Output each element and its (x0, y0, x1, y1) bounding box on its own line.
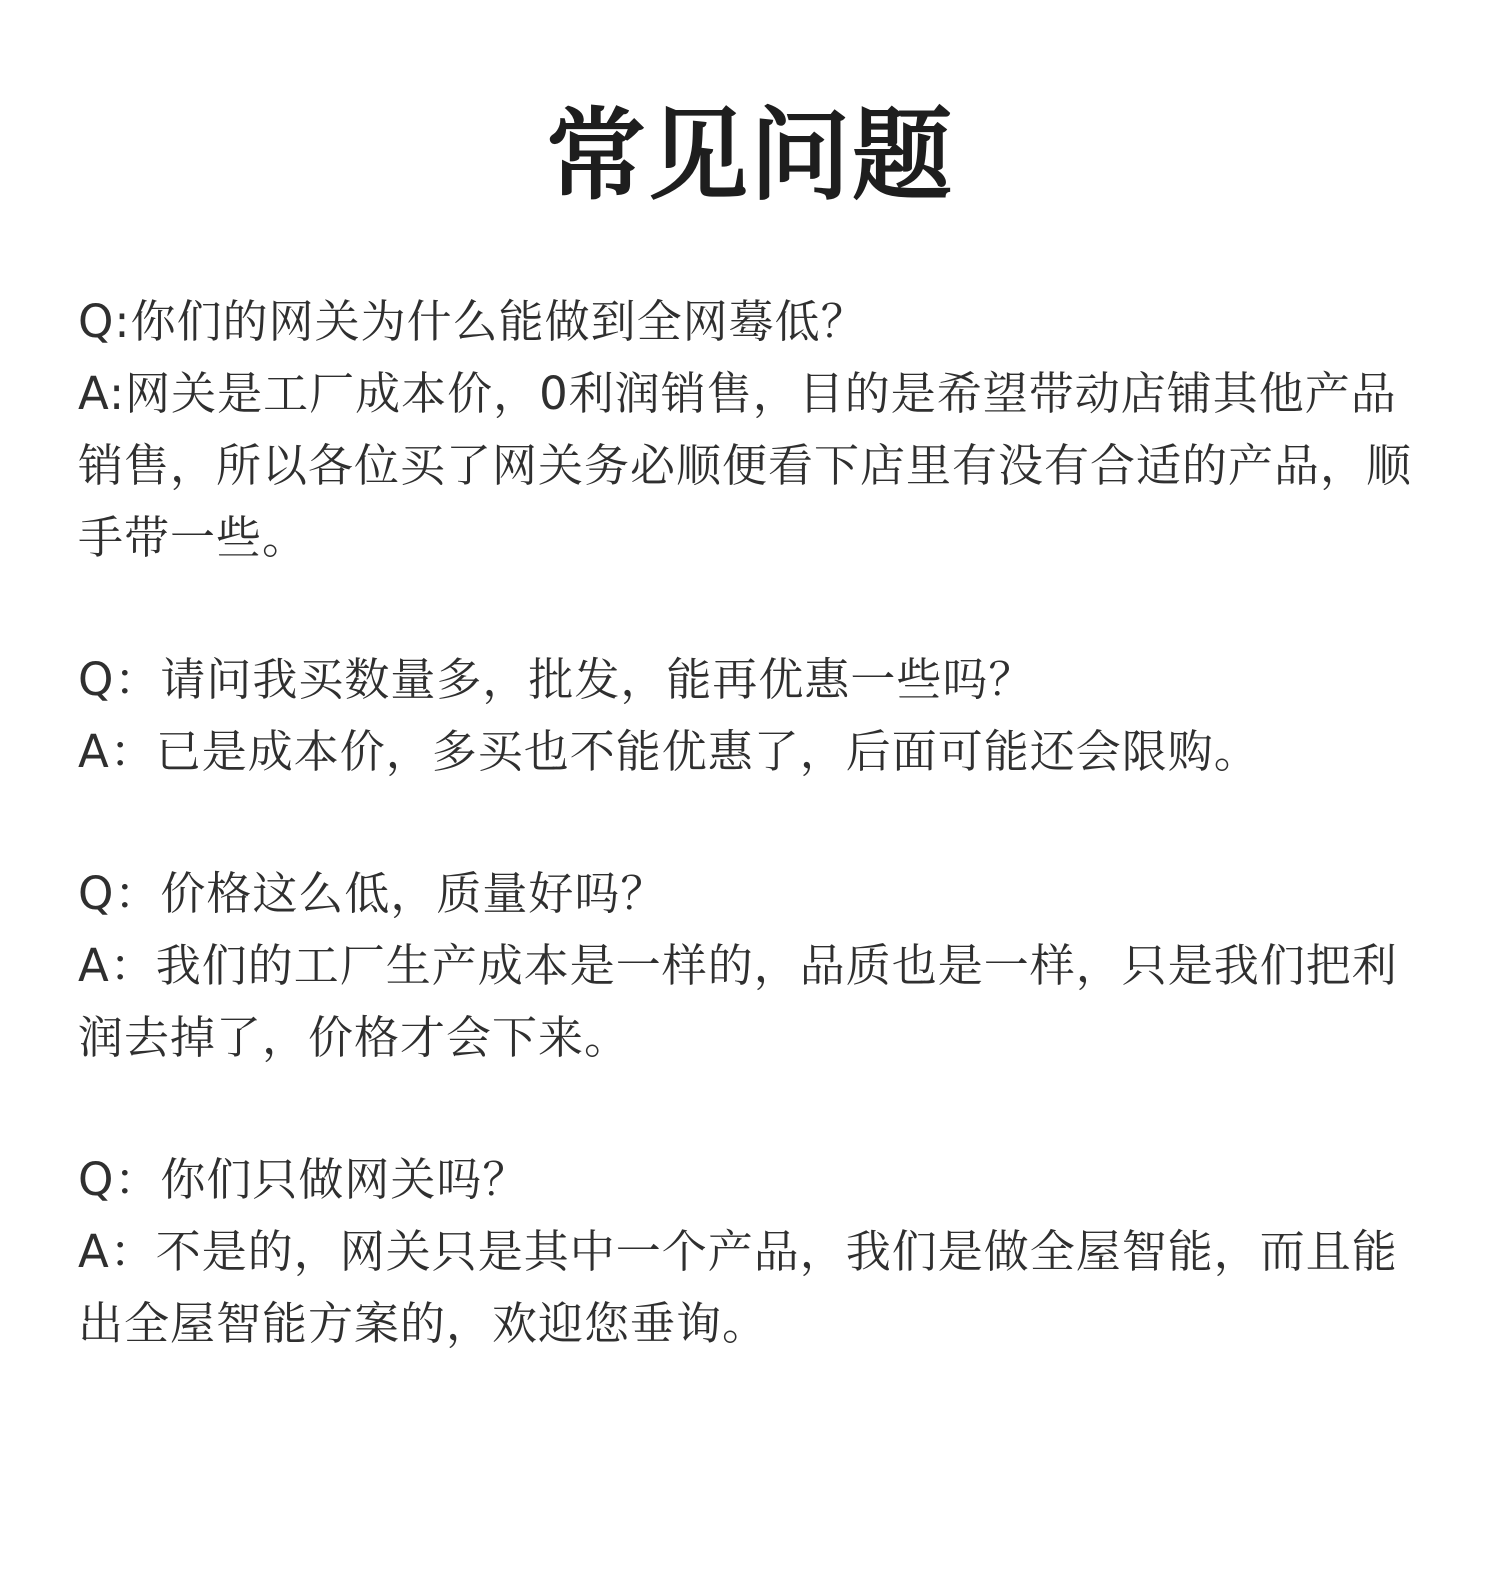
faq-item (78, 644, 1423, 788)
faq-answer: A:网关是工厂成本价，0利润销售，目的是希望带动店铺其他产品销售，所以各位买了网关务必顺便看下店里有没有合适的产品，顺手带一些。 (78, 367, 1413, 564)
faq-item (78, 1144, 1423, 1360)
faq-answer: A：我们的工厂生产成本是一样的，品质也是一样，只是我们把利润去掉了，价格才会下来。 (78, 939, 1398, 1064)
faq-question: Q:你们的网关为什么能做到全网蓦低？ (78, 295, 867, 348)
faq-item (78, 286, 1423, 574)
faq-answer: A：已是成本价，多买也不能优惠了，后面可能还会限购。 (78, 725, 1260, 778)
faq-question: Q：价格这么低，质量好吗？ (78, 867, 667, 920)
faq-item (78, 858, 1423, 1074)
page-title: 常见问题 (546, 97, 954, 214)
faq-question: Q：请问我买数量多，批发，能再优惠一些吗？ (78, 653, 1035, 706)
faq-answer: A：不是的，网关只是其中一个产品，我们是做全屋智能，而且能出全屋智能方案的，欢迎您垂询。 (78, 1225, 1398, 1350)
faq-question: Q：你们只做网关吗？ (78, 1153, 529, 1206)
